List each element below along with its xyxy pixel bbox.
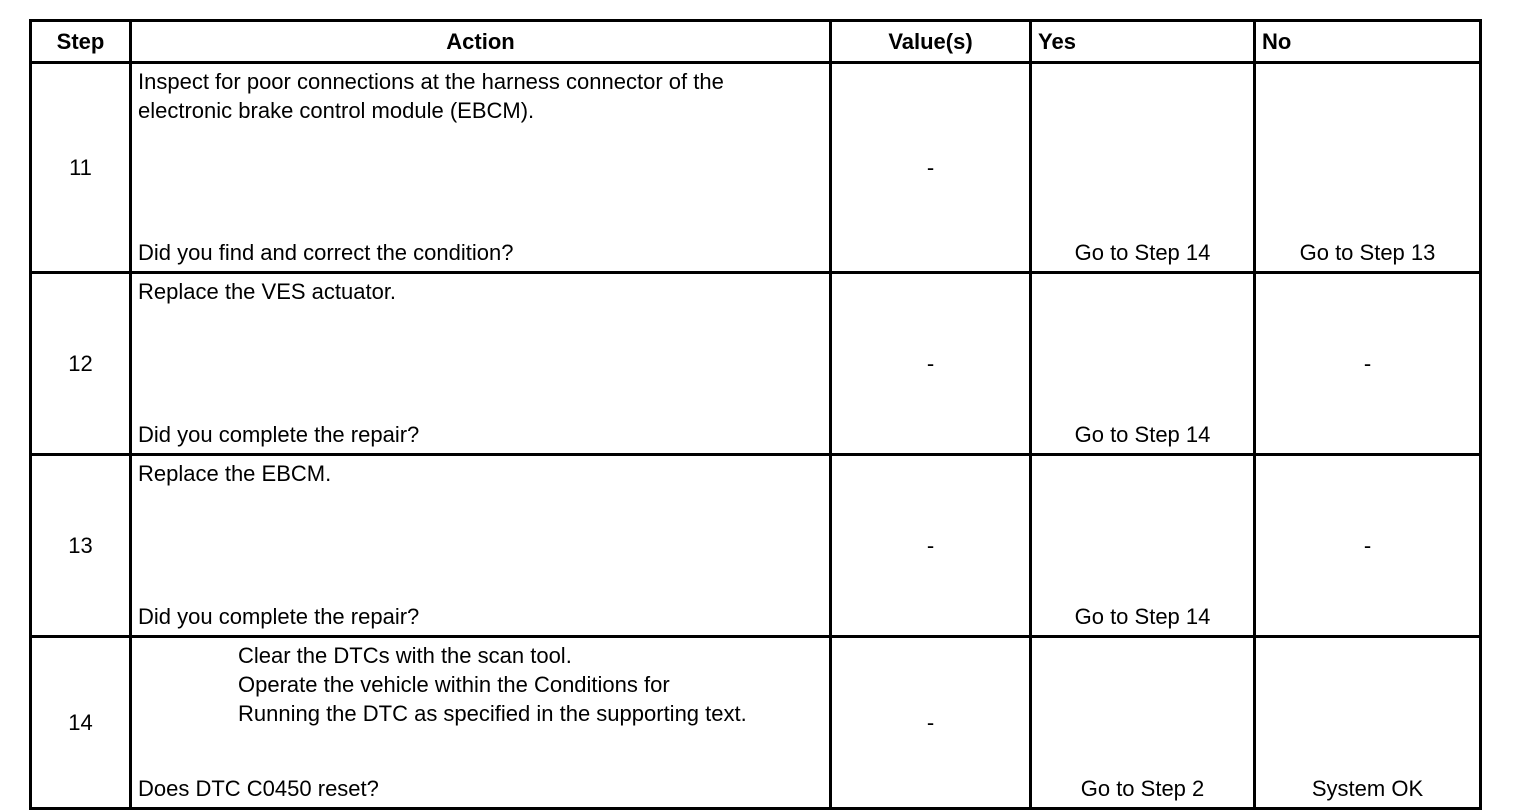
action-line: Running the DTC as specified in the supporting text. [238, 701, 747, 726]
value-cell: - [831, 455, 1031, 637]
step-number: 13 [31, 455, 131, 637]
action-line: Inspect for poor connections at the harness connector of the [138, 69, 724, 94]
header-action: Action [131, 21, 831, 63]
no-result: System OK [1255, 637, 1481, 809]
step-number: 11 [31, 63, 131, 273]
action-line: Operate the vehicle within the Conditions for [238, 672, 670, 697]
header-no: No [1255, 21, 1481, 63]
no-result: - [1255, 455, 1481, 637]
header-values: Value(s) [831, 21, 1031, 63]
table-row [31, 273, 1481, 455]
action-line: electronic brake control module (EBCM). [138, 98, 535, 123]
no-result: - [1255, 273, 1481, 455]
value-cell: - [831, 63, 1031, 273]
diagnostic-table [29, 19, 1482, 810]
table-row [31, 637, 1481, 809]
action-instructions [138, 277, 823, 306]
action-instructions [138, 459, 823, 488]
table-row [31, 455, 1481, 637]
header-row [31, 21, 1481, 63]
value-cell: - [831, 637, 1031, 809]
action-instructions [238, 641, 823, 728]
action-instructions [138, 67, 823, 125]
action-cell [131, 637, 831, 809]
value-cell: - [831, 273, 1031, 455]
header-step: Step [31, 21, 131, 63]
action-question: Did you complete the repair? [138, 422, 420, 447]
action-line: Replace the VES actuator. [138, 279, 397, 304]
action-line: Clear the DTCs with the scan tool. [238, 643, 572, 668]
no-result: Go to Step 13 [1255, 63, 1481, 273]
action-cell [131, 273, 831, 455]
yes-result: Go to Step 14 [1031, 273, 1255, 455]
action-question: Did you complete the repair? [138, 604, 420, 629]
header-yes: Yes [1031, 21, 1255, 63]
step-number: 14 [31, 637, 131, 809]
action-question: Did you find and correct the condition? [138, 240, 514, 265]
action-cell [131, 455, 831, 637]
action-line: Replace the EBCM. [138, 461, 332, 486]
yes-result: Go to Step 2 [1031, 637, 1255, 809]
yes-result: Go to Step 14 [1031, 63, 1255, 273]
step-number: 12 [31, 273, 131, 455]
yes-result: Go to Step 14 [1031, 455, 1255, 637]
table-row [31, 63, 1481, 273]
action-question: Does DTC C0450 reset? [138, 776, 379, 801]
action-cell [131, 63, 831, 273]
